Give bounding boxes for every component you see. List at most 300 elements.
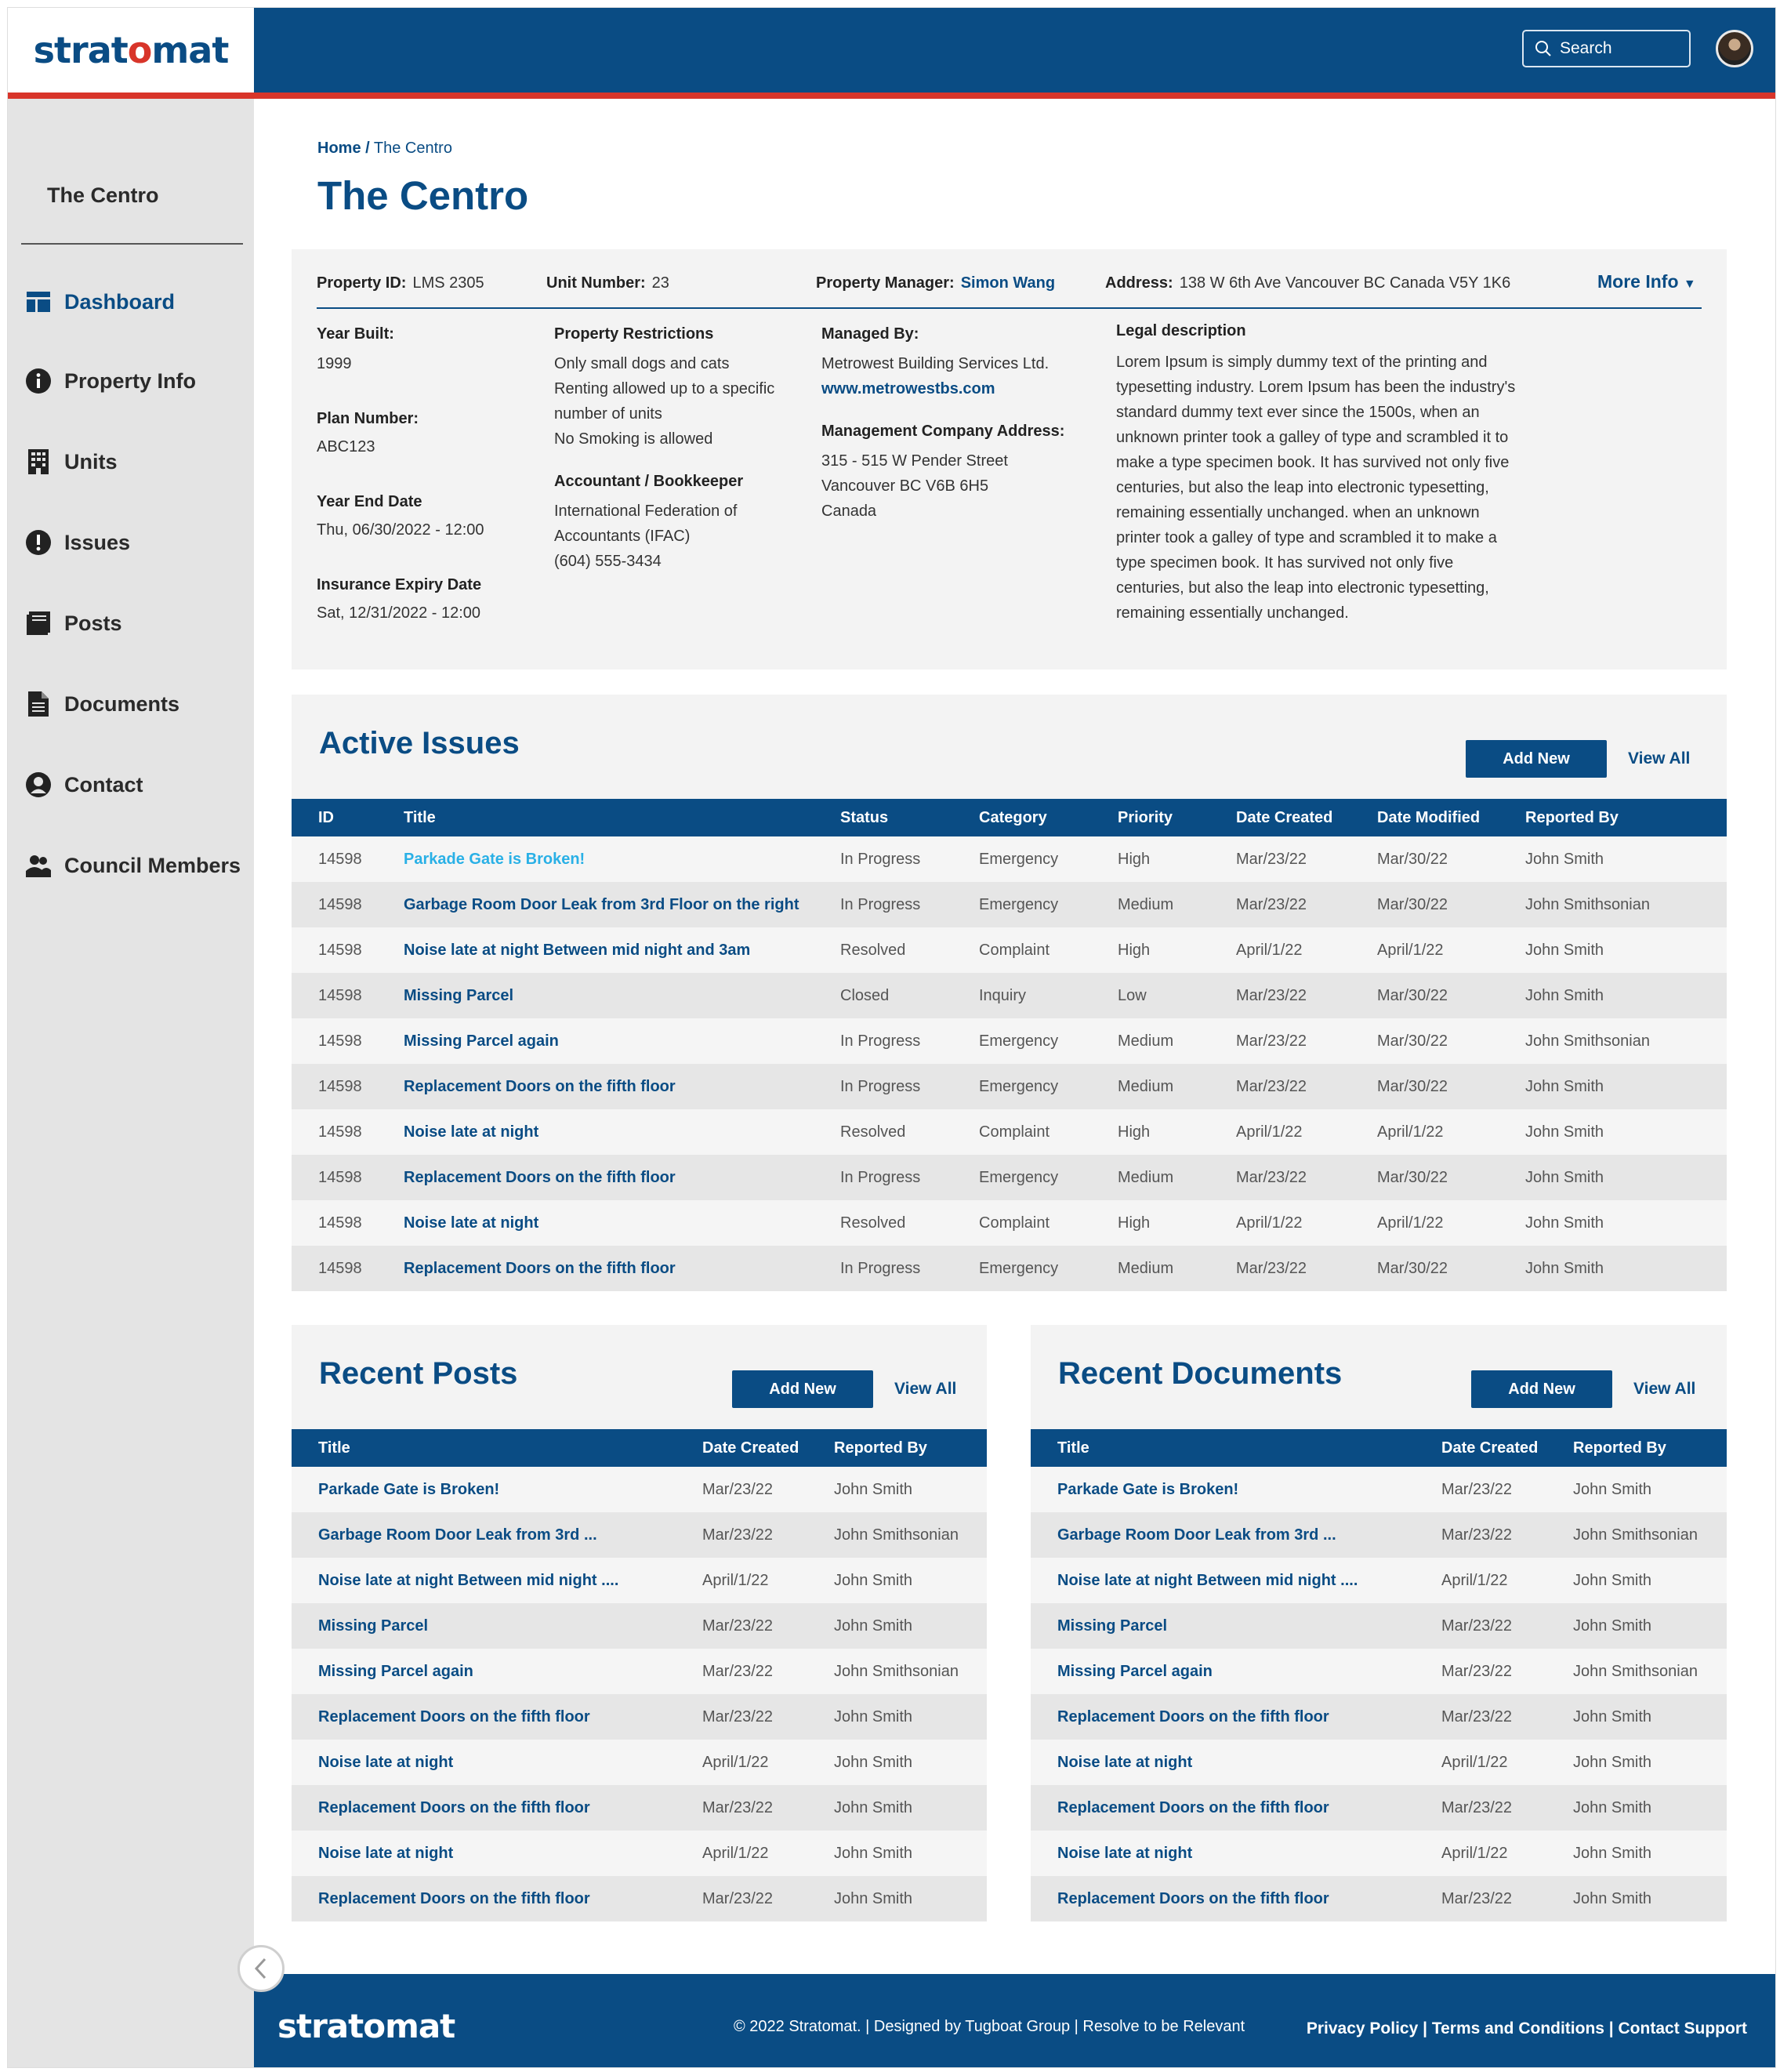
plan-number-label: Plan Number: bbox=[317, 410, 419, 427]
row-title-link[interactable]: Garbage Room Door Leak from 3rd Floor on the right bbox=[404, 895, 799, 913]
table-cell: John Smith bbox=[1573, 1571, 1652, 1589]
more-info-toggle[interactable]: More Info ▼ bbox=[1597, 271, 1696, 292]
row-title-link[interactable]: Replacement Doors on the fifth floor bbox=[404, 1259, 676, 1277]
table-cell: High bbox=[1118, 850, 1151, 868]
copyright-text: © 2022 Stratomat. | Designed by Tugboat Group | Resolve to be Relevant bbox=[734, 2018, 1245, 2035]
table-cell: 14598 bbox=[318, 986, 362, 1004]
table-cell: John Smith bbox=[834, 1844, 913, 1862]
table-cell: Resolved bbox=[840, 1123, 906, 1141]
column-header: Title bbox=[1057, 1439, 1089, 1457]
row-title-link[interactable]: Replacement Doors on the fifth floor bbox=[318, 1798, 590, 1816]
table-cell: Inquiry bbox=[979, 986, 1027, 1004]
collapse-sidebar-button[interactable] bbox=[237, 1945, 285, 1992]
legal-line: remaining essentially unchanged. bbox=[1116, 604, 1349, 622]
table-cell: John Smithsonian bbox=[834, 1526, 959, 1544]
row-title-link[interactable]: Noise late at night Between mid night .... bbox=[1057, 1571, 1358, 1589]
table-cell: Mar/23/22 bbox=[1236, 850, 1307, 868]
contact-support-link[interactable]: Contact Support bbox=[1618, 2019, 1747, 2038]
table-cell: 14598 bbox=[318, 850, 362, 868]
table-cell: April/1/22 bbox=[1236, 941, 1303, 959]
breadcrumb-current: The Centro bbox=[373, 140, 452, 157]
table-cell: Mar/23/22 bbox=[1236, 1259, 1307, 1277]
table-cell: Resolved bbox=[840, 1214, 906, 1232]
footer-logo[interactable]: stratomat bbox=[277, 2007, 455, 2045]
accountant-line: Accountants (IFAC) bbox=[554, 528, 691, 545]
column-header: Reported By bbox=[1525, 808, 1619, 826]
app-frame bbox=[8, 8, 1775, 2067]
row-title-link[interactable]: Replacement Doors on the fifth floor bbox=[404, 1168, 676, 1186]
recent-documents-header bbox=[1031, 1325, 1727, 1439]
table-cell: John Smith bbox=[1525, 1077, 1604, 1095]
row-title-link[interactable]: Garbage Room Door Leak from 3rd ... bbox=[1057, 1526, 1336, 1544]
table-cell: April/1/22 bbox=[702, 1844, 769, 1862]
row-title-link[interactable]: Noise late at night bbox=[404, 1123, 539, 1141]
table-row[interactable] bbox=[1031, 1876, 1727, 1921]
table-row[interactable] bbox=[292, 973, 1727, 1018]
table-cell: John Smith bbox=[1573, 1707, 1652, 1725]
table-row[interactable] bbox=[292, 1831, 987, 1876]
view-all-posts-link[interactable]: View All bbox=[894, 1380, 957, 1398]
table-cell: John Smith bbox=[834, 1798, 913, 1816]
row-title-link[interactable]: Replacement Doors on the fifth floor bbox=[318, 1707, 590, 1725]
page-title: The Centro bbox=[317, 173, 529, 218]
legal-description-label: Legal description bbox=[1116, 322, 1246, 339]
view-all-documents-link[interactable]: View All bbox=[1633, 1380, 1696, 1398]
row-title-link[interactable]: Noise late at night bbox=[1057, 1844, 1193, 1862]
avatar[interactable] bbox=[1716, 30, 1753, 67]
table-cell: April/1/22 bbox=[1441, 1571, 1508, 1589]
table-cell: John Smith bbox=[1573, 1889, 1652, 1907]
info-icon bbox=[25, 368, 52, 394]
table-cell: Mar/23/22 bbox=[1441, 1662, 1513, 1680]
table-cell: John Smith bbox=[1573, 1798, 1652, 1816]
table-row[interactable] bbox=[292, 1876, 987, 1921]
sidebar-divider bbox=[21, 243, 243, 245]
table-cell: Mar/23/22 bbox=[702, 1617, 774, 1635]
table-row[interactable] bbox=[292, 1467, 987, 1512]
restrictions-label: Property Restrictions bbox=[554, 325, 714, 343]
table-cell: Mar/30/22 bbox=[1377, 1259, 1448, 1277]
sidebar-item-units[interactable] bbox=[25, 448, 118, 475]
table-cell: John Smith bbox=[1525, 1123, 1604, 1141]
accountant-line: International Federation of bbox=[554, 503, 738, 520]
recent-posts-table bbox=[292, 1429, 987, 1921]
year-end-value: Thu, 06/30/2022 - 12:00 bbox=[317, 521, 484, 539]
table-cell: Mar/30/22 bbox=[1377, 986, 1448, 1004]
table-row[interactable] bbox=[292, 1785, 987, 1831]
restriction-line: Only small dogs and cats bbox=[554, 355, 730, 372]
legal-line: centuries, but also the leap into electronic typesetting, bbox=[1116, 579, 1489, 597]
sidebar-item-label: Dashboard bbox=[64, 289, 176, 314]
sidebar-item-documents[interactable] bbox=[25, 691, 179, 717]
building-details bbox=[317, 321, 484, 626]
table-row[interactable] bbox=[1031, 1785, 1727, 1831]
legal-line: printer took a galley of type and scrambled it to make a bbox=[1116, 529, 1497, 546]
table-row[interactable] bbox=[292, 1109, 1727, 1155]
table-cell: John Smithsonian bbox=[834, 1662, 959, 1680]
column-header: Reported By bbox=[834, 1439, 927, 1457]
table-cell: John Smith bbox=[1573, 1480, 1652, 1498]
table-cell: Medium bbox=[1118, 1032, 1174, 1050]
table-cell: Mar/23/22 bbox=[1236, 1077, 1307, 1095]
table-row[interactable] bbox=[1031, 1831, 1727, 1876]
table-cell: John Smithsonian bbox=[1525, 1032, 1650, 1050]
sidebar-title: The Centro bbox=[47, 183, 159, 207]
legal-line: Lorem Ipsum is simply dummy text of the printing and bbox=[1116, 354, 1488, 371]
column-header: Status bbox=[840, 808, 889, 826]
table-cell: Medium bbox=[1118, 1168, 1174, 1186]
table-cell: In Progress bbox=[840, 1077, 921, 1095]
accountant-label: Accountant / Bookkeeper bbox=[554, 473, 744, 490]
sidebar-item-council-members[interactable] bbox=[25, 852, 241, 879]
address: Address: 138 W 6th Ave Vancouver BC Canada V5Y 1K6 bbox=[1105, 274, 1511, 292]
table-cell: April/1/22 bbox=[702, 1571, 769, 1589]
sidebar-item-label: Units bbox=[64, 449, 118, 474]
table-cell: Emergency bbox=[979, 1168, 1059, 1186]
row-title-link[interactable]: Parkade Gate is Broken! bbox=[318, 1480, 500, 1498]
table-cell: April/1/22 bbox=[1441, 1844, 1508, 1862]
breadcrumb-separator: / bbox=[365, 140, 370, 157]
table-row[interactable] bbox=[292, 927, 1727, 973]
table-cell: John Smith bbox=[834, 1753, 913, 1771]
footer-separator: | bbox=[1604, 2019, 1619, 2038]
accountant-phone: (604) 555-3434 bbox=[554, 553, 662, 570]
insurance-expiry-value: Sat, 12/31/2022 - 12:00 bbox=[317, 604, 481, 622]
restrictions-details bbox=[554, 321, 774, 574]
table-cell: John Smith bbox=[834, 1480, 913, 1498]
column-header: Title bbox=[404, 808, 436, 826]
table-cell: John Smith bbox=[834, 1617, 913, 1635]
table-cell: High bbox=[1118, 941, 1151, 959]
management-address-line: 315 - 515 W Pender Street bbox=[821, 452, 1008, 470]
table-cell: Mar/30/22 bbox=[1377, 1077, 1448, 1095]
table-cell: April/1/22 bbox=[1236, 1214, 1303, 1232]
table-cell: Mar/23/22 bbox=[702, 1889, 774, 1907]
table-cell: Mar/23/22 bbox=[1441, 1526, 1513, 1544]
alert-icon bbox=[25, 529, 52, 556]
table-cell: 14598 bbox=[318, 1077, 362, 1095]
table-cell: Mar/23/22 bbox=[1236, 1168, 1307, 1186]
table-cell: Mar/23/22 bbox=[1236, 986, 1307, 1004]
sidebar bbox=[8, 99, 254, 2067]
legal-line: standard dummy text ever since the 1500s, when an bbox=[1116, 404, 1480, 421]
row-title-link[interactable]: Replacement Doors on the fifth floor bbox=[404, 1077, 676, 1095]
table-row[interactable] bbox=[292, 1018, 1727, 1064]
table-cell: April/1/22 bbox=[702, 1753, 769, 1771]
table-cell: Mar/23/22 bbox=[702, 1662, 774, 1680]
table-cell: Mar/30/22 bbox=[1377, 850, 1448, 868]
sidebar-item-label: Council Members bbox=[64, 853, 241, 877]
table-cell: 14598 bbox=[318, 1168, 362, 1186]
table-cell: Mar/30/22 bbox=[1377, 895, 1448, 913]
user-icon bbox=[25, 771, 52, 798]
add-issue-button[interactable]: Add New bbox=[1466, 740, 1607, 778]
table-cell: Mar/30/22 bbox=[1377, 1032, 1448, 1050]
table-cell: Complaint bbox=[979, 1123, 1050, 1141]
restriction-line: number of units bbox=[554, 405, 662, 423]
row-title-link[interactable]: Replacement Doors on the fifth floor bbox=[1057, 1889, 1329, 1907]
posts-icon bbox=[25, 610, 52, 637]
table-cell: Mar/23/22 bbox=[1441, 1798, 1513, 1816]
table-cell: Mar/23/22 bbox=[1236, 1032, 1307, 1050]
column-header: Date Created bbox=[1236, 808, 1333, 826]
table-cell: 14598 bbox=[318, 941, 362, 959]
legal-line: centuries, but also the leap into electronic typesetting, bbox=[1116, 479, 1489, 496]
table-cell: April/1/22 bbox=[1377, 941, 1444, 959]
table-cell: Mar/23/22 bbox=[702, 1480, 774, 1498]
row-title-link[interactable]: Parkade Gate is Broken! bbox=[1057, 1480, 1239, 1498]
table-cell: 14598 bbox=[318, 1214, 362, 1232]
sidebar-item-label: Property Info bbox=[64, 368, 197, 393]
table-header-row bbox=[292, 799, 1727, 836]
search-icon bbox=[1535, 40, 1552, 57]
recent-documents-title: Recent Documents bbox=[1058, 1356, 1343, 1391]
table-row[interactable] bbox=[292, 836, 1727, 882]
table-cell: April/1/22 bbox=[1441, 1753, 1508, 1771]
row-title-link[interactable]: Replacement Doors on the fifth floor bbox=[1057, 1798, 1329, 1816]
table-cell: Emergency bbox=[979, 1077, 1059, 1095]
legal-line: typesetting industry. Lorem Ipsum has been the industry's bbox=[1116, 379, 1516, 396]
table-cell: John Smith bbox=[1525, 986, 1604, 1004]
legal-line: make a type specimen book. It has survived not only five bbox=[1116, 454, 1510, 471]
table-cell: Medium bbox=[1118, 895, 1174, 913]
table-cell: Mar/30/22 bbox=[1377, 1168, 1448, 1186]
group-icon bbox=[25, 852, 52, 879]
header-accent-line bbox=[8, 93, 1775, 99]
search-placeholder: Search bbox=[1560, 39, 1612, 57]
row-title-link[interactable]: Missing Parcel again bbox=[404, 1032, 559, 1050]
table-row[interactable] bbox=[292, 1558, 987, 1603]
property-manager-link[interactable]: Simon Wang bbox=[960, 274, 1056, 292]
row-title-link[interactable]: Replacement Doors on the fifth floor bbox=[1057, 1707, 1329, 1725]
sidebar-item-dashboard[interactable] bbox=[25, 288, 175, 315]
table-cell: Complaint bbox=[979, 941, 1050, 959]
year-end-label: Year End Date bbox=[317, 493, 422, 510]
table-cell: Mar/23/22 bbox=[1441, 1889, 1513, 1907]
row-title-link[interactable]: Replacement Doors on the fifth floor bbox=[318, 1889, 590, 1907]
recent-documents-table bbox=[1031, 1429, 1727, 1921]
table-cell: Resolved bbox=[840, 941, 906, 959]
table-cell: John Smithsonian bbox=[1573, 1662, 1698, 1680]
table-cell: John Smithsonian bbox=[1573, 1526, 1698, 1544]
row-title-link[interactable]: Missing Parcel bbox=[318, 1617, 429, 1635]
year-built-value: 1999 bbox=[317, 355, 352, 372]
table-cell: Emergency bbox=[979, 850, 1059, 868]
table-row[interactable] bbox=[292, 1246, 1727, 1291]
table-cell: John Smith bbox=[1525, 941, 1604, 959]
table-cell: Low bbox=[1118, 986, 1147, 1004]
table-cell: Mar/23/22 bbox=[1441, 1707, 1513, 1725]
column-header: Title bbox=[318, 1439, 350, 1457]
legal-line: remaining essentially unchanged. when an unknown bbox=[1116, 504, 1480, 521]
breadcrumb-home[interactable]: Home bbox=[317, 140, 361, 157]
column-header: Date Modified bbox=[1377, 808, 1481, 826]
table-row[interactable] bbox=[292, 1512, 987, 1558]
managed-by-value: Metrowest Building Services Ltd. bbox=[821, 355, 1050, 372]
sidebar-item-contact[interactable] bbox=[25, 771, 143, 798]
table-cell: John Smith bbox=[1573, 1617, 1652, 1635]
table-cell: John Smith bbox=[834, 1889, 913, 1907]
table-cell: John Smith bbox=[834, 1571, 913, 1589]
table-row[interactable] bbox=[292, 1694, 987, 1740]
restriction-line: Renting allowed up to a specific bbox=[554, 380, 775, 397]
legal-description bbox=[1116, 318, 1515, 626]
table-cell: Mar/23/22 bbox=[1236, 895, 1307, 913]
breadcrumb bbox=[317, 140, 452, 158]
footer-separator: | bbox=[1418, 2019, 1432, 2038]
sidebar-item-issues[interactable] bbox=[25, 529, 130, 556]
sidebar-item-label: Issues bbox=[64, 530, 131, 554]
table-row[interactable] bbox=[1031, 1649, 1727, 1694]
active-issues-header bbox=[292, 695, 1727, 808]
plan-number-value: ABC123 bbox=[317, 438, 375, 455]
table-cell: 14598 bbox=[318, 895, 362, 913]
management-website-link[interactable]: www.metrowestbs.com bbox=[821, 380, 995, 397]
privacy-policy-link[interactable]: Privacy Policy bbox=[1306, 2019, 1419, 2038]
table-cell: In Progress bbox=[840, 1032, 921, 1050]
column-header: Priority bbox=[1118, 808, 1173, 826]
table-cell: In Progress bbox=[840, 1168, 921, 1186]
table-row[interactable] bbox=[1031, 1740, 1727, 1785]
table-cell: April/1/22 bbox=[1377, 1214, 1444, 1232]
table-cell: John Smith bbox=[1525, 1259, 1604, 1277]
dashboard-icon bbox=[25, 288, 52, 315]
managed-by-label: Managed By: bbox=[821, 325, 919, 343]
sidebar-item-label: Posts bbox=[64, 611, 122, 635]
recent-posts-title: Recent Posts bbox=[319, 1356, 518, 1391]
info-divider bbox=[317, 307, 1702, 309]
table-cell: 14598 bbox=[318, 1032, 362, 1050]
column-header: Category bbox=[979, 808, 1047, 826]
table-cell: Mar/23/22 bbox=[702, 1526, 774, 1544]
active-issues-table bbox=[292, 799, 1727, 1291]
table-cell: Mar/23/22 bbox=[1441, 1617, 1513, 1635]
column-header: Reported By bbox=[1573, 1439, 1666, 1457]
row-title-link[interactable]: Garbage Room Door Leak from 3rd ... bbox=[318, 1526, 597, 1544]
table-cell: Emergency bbox=[979, 1032, 1059, 1050]
table-cell: 14598 bbox=[318, 1259, 362, 1277]
table-cell: John Smith bbox=[1525, 1168, 1604, 1186]
legal-line: type specimen book. It has survived not only five bbox=[1116, 554, 1454, 572]
table-cell: Mar/23/22 bbox=[1441, 1480, 1513, 1498]
unit-number: Unit Number: 23 bbox=[546, 274, 669, 292]
table-cell: 14598 bbox=[318, 1123, 362, 1141]
table-cell: In Progress bbox=[840, 895, 921, 913]
table-cell: John Smith bbox=[1525, 850, 1604, 868]
table-header-row bbox=[292, 1429, 987, 1467]
row-title-link[interactable]: Noise late at night bbox=[404, 1214, 539, 1232]
top-bar bbox=[254, 8, 1775, 93]
table-cell: High bbox=[1118, 1123, 1151, 1141]
footer bbox=[254, 1974, 1775, 2067]
view-all-issues-link[interactable]: View All bbox=[1628, 749, 1691, 767]
active-issues-title: Active Issues bbox=[319, 726, 520, 760]
column-header: Date Created bbox=[702, 1439, 799, 1457]
legal-line: unknown printer took a galley of type and scrambled it to bbox=[1116, 429, 1509, 446]
table-row[interactable] bbox=[1031, 1694, 1727, 1740]
table-row[interactable] bbox=[1031, 1467, 1727, 1512]
row-title-link[interactable]: Noise late at night bbox=[1057, 1753, 1193, 1771]
management-address-label: Management Company Address: bbox=[821, 423, 1065, 440]
table-row[interactable] bbox=[1031, 1512, 1727, 1558]
property-info-panel bbox=[292, 249, 1727, 669]
sidebar-item-posts[interactable] bbox=[25, 610, 122, 637]
table-row[interactable] bbox=[292, 1649, 987, 1694]
column-header: ID bbox=[318, 808, 334, 826]
logo[interactable]: stratomat bbox=[8, 8, 254, 93]
row-title-link[interactable]: Noise late at night bbox=[318, 1844, 454, 1862]
terms-link[interactable]: Terms and Conditions bbox=[1431, 2019, 1604, 2038]
add-document-button[interactable]: Add New bbox=[1471, 1370, 1612, 1408]
table-cell: Mar/23/22 bbox=[702, 1707, 774, 1725]
row-title-link[interactable]: Noise late at night bbox=[318, 1753, 454, 1771]
footer-links bbox=[1307, 2019, 1747, 2038]
table-cell: Mar/23/22 bbox=[702, 1798, 774, 1816]
row-title-link[interactable]: Missing Parcel bbox=[404, 986, 514, 1004]
property-id: Property ID: LMS 2305 bbox=[317, 274, 484, 292]
add-post-button[interactable]: Add New bbox=[732, 1370, 873, 1408]
insurance-expiry-label: Insurance Expiry Date bbox=[317, 576, 482, 593]
table-cell: Medium bbox=[1118, 1259, 1174, 1277]
table-cell: April/1/22 bbox=[1236, 1123, 1303, 1141]
table-row[interactable] bbox=[292, 882, 1727, 927]
row-title-link[interactable]: Noise late at night Between mid night .... bbox=[318, 1571, 619, 1589]
sidebar-item-label: Contact bbox=[64, 772, 143, 797]
table-cell: Complaint bbox=[979, 1214, 1050, 1232]
caret-down-icon: ▼ bbox=[1683, 278, 1696, 291]
row-title-link[interactable]: Missing Parcel again bbox=[318, 1662, 473, 1680]
management-address-line: Canada bbox=[821, 503, 877, 520]
table-cell: John Smith bbox=[834, 1707, 913, 1725]
building-icon bbox=[25, 448, 52, 475]
table-cell: In Progress bbox=[840, 1259, 921, 1277]
management-address-line: Vancouver BC V6B 6H5 bbox=[821, 477, 989, 495]
table-row[interactable] bbox=[1031, 1558, 1727, 1603]
table-cell: In Progress bbox=[840, 850, 921, 868]
table-cell: Emergency bbox=[979, 895, 1059, 913]
table-cell: John Smith bbox=[1573, 1844, 1652, 1862]
property-manager: Property Manager: Simon Wang bbox=[816, 274, 1056, 292]
row-title-link[interactable]: Noise late at night Between mid night and 3am bbox=[404, 941, 751, 959]
document-icon bbox=[25, 691, 52, 717]
table-cell: John Smith bbox=[1525, 1214, 1604, 1232]
table-row[interactable] bbox=[292, 1064, 1727, 1109]
recent-posts-header bbox=[292, 1325, 987, 1439]
table-cell: April/1/22 bbox=[1377, 1123, 1444, 1141]
table-header-row bbox=[1031, 1429, 1727, 1467]
row-title-link[interactable]: Parkade Gate is Broken! bbox=[404, 850, 585, 868]
table-cell: John Smith bbox=[1573, 1753, 1652, 1771]
table-row[interactable] bbox=[292, 1155, 1727, 1200]
table-row[interactable] bbox=[1031, 1603, 1727, 1649]
column-header: Date Created bbox=[1441, 1439, 1539, 1457]
table-row[interactable] bbox=[292, 1740, 987, 1785]
sidebar-item-property-info[interactable] bbox=[25, 368, 196, 394]
table-cell: Closed bbox=[840, 986, 890, 1004]
table-cell: Emergency bbox=[979, 1259, 1059, 1277]
table-cell: John Smithsonian bbox=[1525, 895, 1650, 913]
table-cell: High bbox=[1118, 1214, 1151, 1232]
restriction-line: No Smoking is allowed bbox=[554, 430, 713, 448]
row-title-link[interactable]: Missing Parcel again bbox=[1057, 1662, 1213, 1680]
table-row[interactable] bbox=[292, 1200, 1727, 1246]
management-details bbox=[821, 321, 1064, 524]
row-title-link[interactable]: Missing Parcel bbox=[1057, 1617, 1168, 1635]
table-row[interactable] bbox=[292, 1603, 987, 1649]
year-built-label: Year Built: bbox=[317, 325, 394, 343]
search-input[interactable] bbox=[1522, 30, 1691, 67]
sidebar-item-label: Documents bbox=[64, 691, 180, 716]
